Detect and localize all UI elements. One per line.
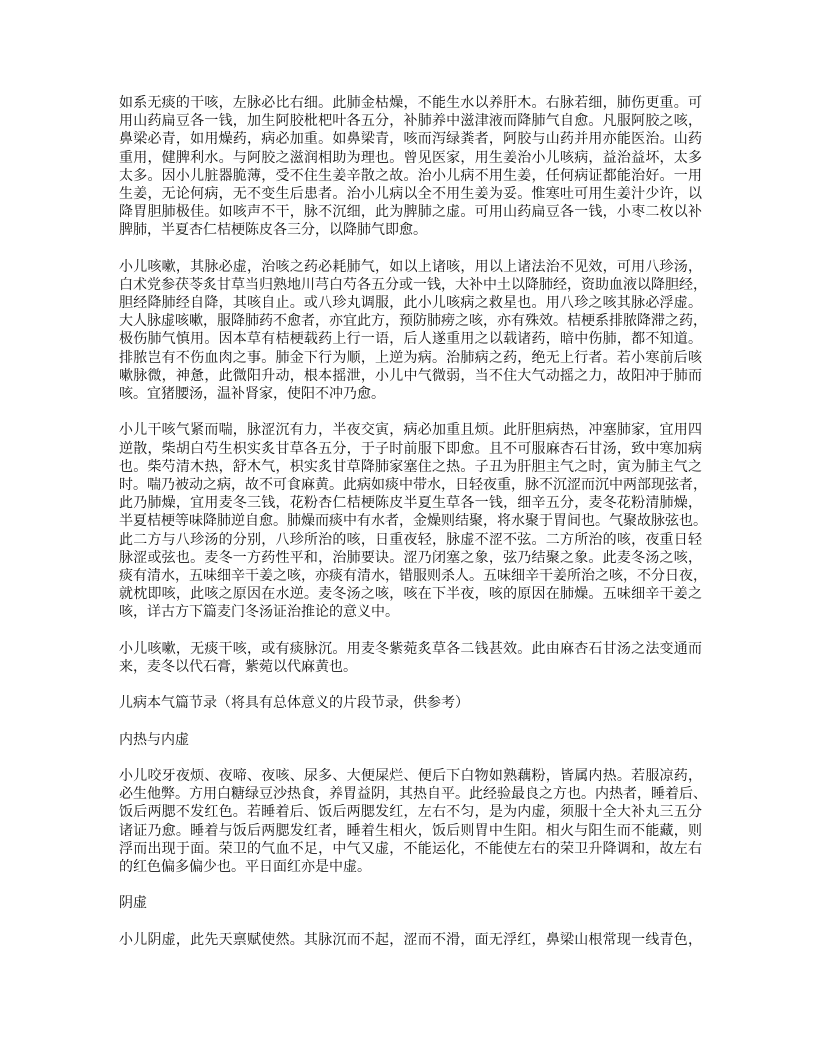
text-line: 小儿咳嗽，无痰干咳，或有痰脉沉。用麦冬紫菀炙草各二钱甚效。此由麻杏石甘汤之法变通而: [119, 640, 702, 657]
text-line: 小儿咬牙夜烦、夜啼、夜咳、尿多、大便屎烂、便后下白物如熟藕粉，皆属内热。若服凉药，: [119, 767, 702, 784]
paragraph: [119, 421, 707, 621]
text-line: 饭后两腮不发红色。若睡着后、饭后两腮发红，左右不匀，是为内虚，须服十全大补丸三五分: [119, 804, 702, 821]
text-line: 鼻梁必青，如用燥药，病必加重。如鼻梁青，咳而泻绿粪者，阿胶与山药并用亦能医治。山药: [119, 131, 702, 148]
text-line: 生姜，无论何病，无不变生后患者。治小儿病以全不用生姜为妥。惟寒吐可用生姜汁少许，以: [119, 185, 702, 202]
paragraph: [119, 94, 702, 240]
text-line: 的红色偏多偏少也。平日面红亦是中虚。: [119, 858, 371, 875]
text-line: 逆散，柴胡白芍生枳实炙甘草各五分，于子时前服下即愈。且不可服麻杏石甘汤，致中寒加病: [119, 440, 702, 457]
text-line: 脉涩或弦也。麦冬一方药性平和，治肺要诀。涩乃闭塞之象，弦乃结聚之象。此麦冬汤之咳，: [119, 549, 702, 566]
text-line: 内热与内虚: [119, 731, 189, 748]
paragraph: [119, 767, 707, 876]
text-line: 胆经降肺经自降，其咳自止。或八珍丸调服，此小儿咳病之救星也。用八珍之咳其脉必浮虚。: [119, 295, 702, 312]
text-line: 重用，健脾利水。与阿胶之滋润相助为理也。曾见医家，用生姜治小儿咳病，益治益坏，太多: [119, 149, 702, 166]
text-line: 必生他弊。方用白糖绿豆沙热食，养胃益阴，其热自平。此经验最良之方也。内热者，睡着后、: [119, 786, 707, 803]
text-line: 嗽脉微，神惫，此微阳升动，根本摇泄，小儿中气微弱，当不住大气动摇之力，故阳冲于肺而: [119, 367, 702, 384]
text-line: 排脓岂有不伤血肉之事。肺金下行为顺，上逆为病。治肺病之药，绝无上行者。若小寒前后咳: [119, 349, 702, 366]
text-line: 脾肺，半夏杏仁桔梗陈皮各三分，以降肺气即愈。: [119, 222, 427, 239]
section-heading: [119, 731, 702, 749]
text-line: 阴虚: [119, 895, 147, 912]
text-line: 来，麦冬以代石膏，紫菀以代麻黄也。: [119, 658, 357, 675]
text-line: 如系无痰的干咳，左脉必比右细。此肺金枯燥，不能生水以养肝木。右脉若细，肺伤更重。可: [119, 95, 702, 111]
paragraph: [119, 931, 702, 949]
text-line: 小儿咳嗽，其脉必虚，治咳之药必耗肺气，如以上诸咳，用以上诸法治不见效，可用八珍汤，: [119, 258, 702, 275]
text-line: 小儿干咳气紧而喘，脉涩沉有力，半夜交寅，病必加重且烦。此肝胆病热，冲塞肺家，宜用四: [119, 422, 702, 439]
section-heading: [119, 894, 702, 912]
text-line: 用山药扁豆各一钱，加生阿胶枇杷叶各五分，补肺养中滋津液而降肺气自愈。凡服阿胶之咳，: [119, 113, 702, 130]
text-line: 白术党参茯苓炙甘草当归熟地川芎白芍各五分或一钱，大补中土以降肺经，资助血液以降胆经，: [119, 276, 707, 293]
paragraph: [119, 640, 702, 676]
section-heading: [119, 694, 702, 712]
text-line: 极伤肺气慎用。因本草有桔梗载药上行一语，后人遂重用之以载诸药，暗中伤肺，都不知道。: [119, 331, 702, 348]
document-body: [119, 94, 707, 967]
text-line: 儿病本气篇节录（将具有总体意义的片段节录，供参考）: [119, 695, 469, 712]
paragraph: [119, 258, 707, 404]
text-line: 太多。因小儿脏器脆薄，受不住生姜辛散之故。治小儿病不用生姜，任何病证都能治好。一用: [119, 167, 702, 184]
text-line: 半夏桔梗等味降肺逆自愈。肺燥而痰中有水者，金燥则结聚，将水聚于胃间也。气聚故脉弦也。: [119, 513, 707, 530]
text-line: 就枕即咳，此咳之原因在水逆。麦冬汤之咳，咳在下半夜，咳的原因在肺燥。五味细辛干姜之: [119, 586, 702, 603]
text-line: 也。柴芍清木热，舒木气，枳实炙甘草降肺家塞住之热。子丑为肝胆主气之时，寅为肺主气之: [119, 458, 702, 475]
text-line: 咳。宜猪腰汤，温补肾家，使阳不冲乃愈。: [119, 386, 385, 402]
text-line: 咳，详古方下篇麦门冬汤证治推论的意义中。: [119, 604, 399, 621]
text-line: 痰有清水，五味细辛干姜之咳，亦痰有清水，错服则杀人。五味细辛干姜所治之咳，不分日夜，: [119, 567, 707, 584]
text-line: 诸证乃愈。睡着与饭后两腮发红者，睡着生相火，饭后则胃中生阳。相火与阳生而不能藏，则: [119, 822, 702, 839]
text-line: 时。喘乃被动之病，故不可食麻黄。此病如痰中带水，日轻夜重，脉不沉涩而沉中两部现弦者，: [119, 476, 707, 493]
text-line: 此乃肺燥，宜用麦冬三钱，花粉杏仁桔梗陈皮半夏生草各一钱，细辛五分，麦冬花粉清肺燥，: [119, 495, 702, 512]
text-line: 浮而出现于面。荣卫的气血不足，中气又虚，不能运化，不能使左右的荣卫升降调和，故左右: [119, 840, 702, 857]
text-line: 小儿阴虚，此先天禀赋使然。其脉沉而不起，涩而不滑，面无浮红，鼻梁山根常现一线青色，: [119, 931, 702, 948]
text-line: 大人脉虚咳嗽，服降肺药不愈者，亦宜此方，预防肺痨之咳，亦有殊效。桔梗系排脓降滞之药，: [119, 313, 707, 330]
text-line: 此二方与八珍汤的分别，八珍所治的咳，日重夜轻，脉虚不涩不弦。二方所治的咳，夜重日轻: [119, 531, 702, 548]
text-line: 降胃胆肺极佳。如咳声不干，脉不沉细，此为脾肺之虚。可用山药扁豆各一钱，小枣二枚以补: [119, 204, 702, 221]
